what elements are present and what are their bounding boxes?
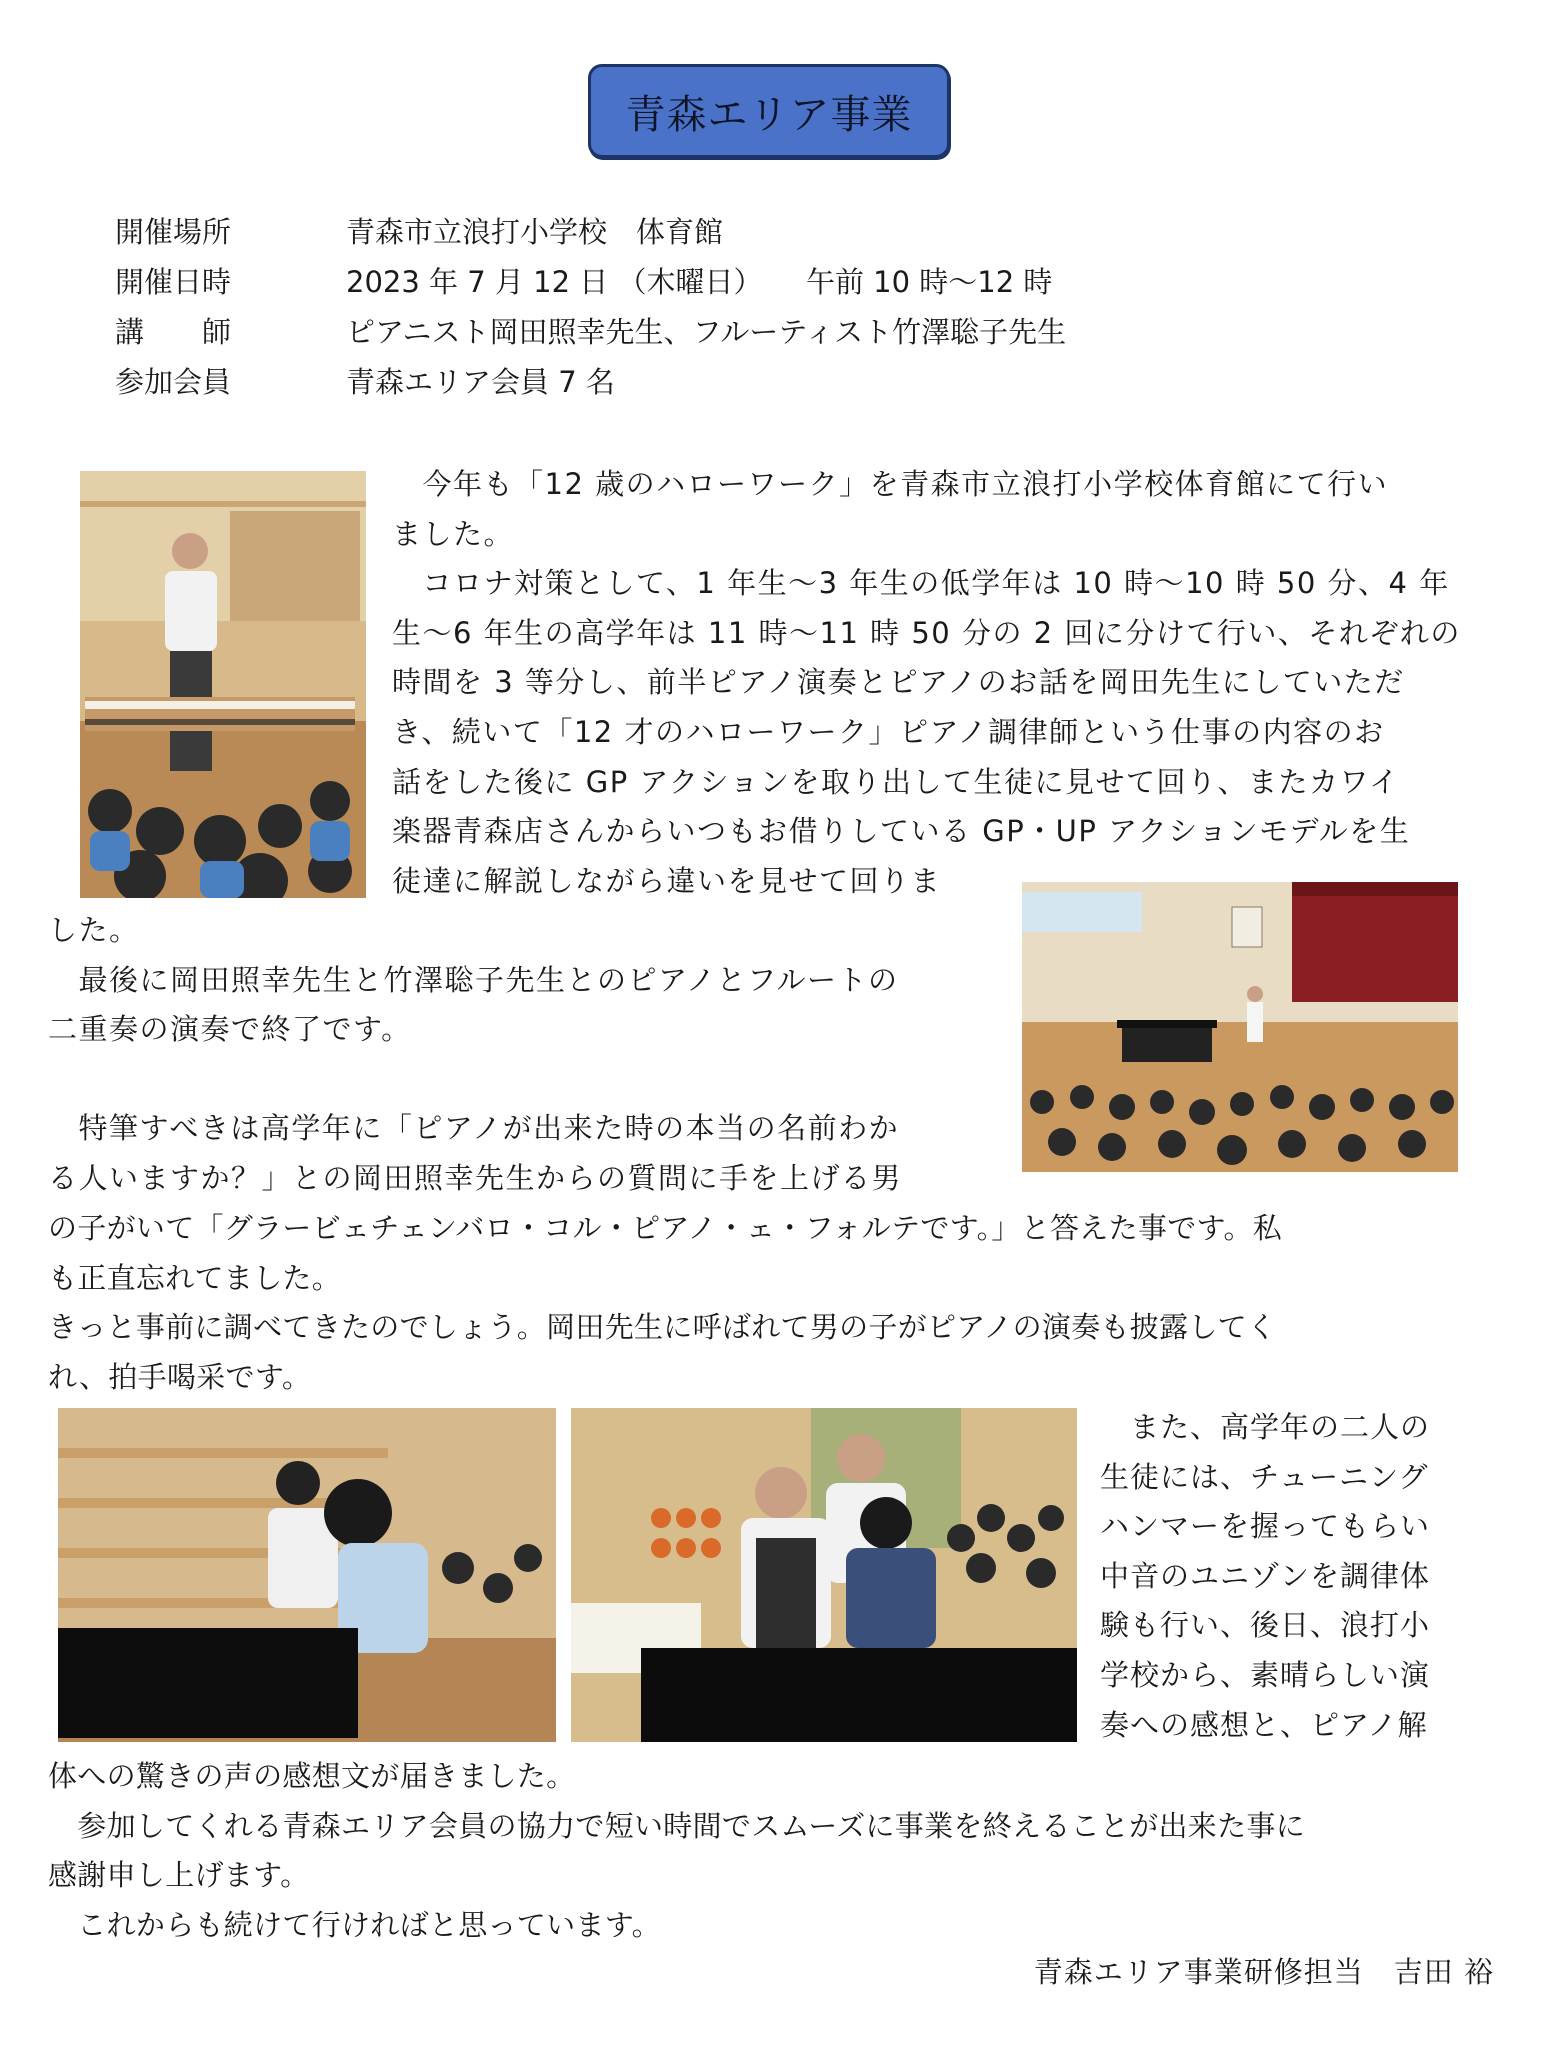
body-line: また、高学年の二人の	[1100, 1410, 1431, 1444]
body-line: 奏への感想と、ピアノ解	[1100, 1707, 1428, 1742]
body-line: 特筆すべきは高学年に「ピアノが出来た時の本当の名前わか	[48, 1111, 900, 1146]
body-block-2	[48, 906, 902, 1204]
body-line: した。	[48, 913, 140, 947]
body-line: コロナ対策として、1 年生～3 年生の低学年は 10 時～10 時 50 分、4 年	[392, 566, 1450, 601]
body-block-4	[1100, 1403, 1430, 1750]
info-label: 開催場所	[115, 215, 232, 249]
body-line: の子がいて「グラービェチェンバロ・コル・ピアノ・ェ・フォルテです。」と答えた事です。私	[48, 1211, 1283, 1245]
body-line: 感謝申し上げます。	[48, 1858, 310, 1893]
info-label: 開催日時	[115, 265, 232, 299]
info-row-date	[115, 260, 1315, 304]
info-value: 2023 年 7 月 12 日 （木曜日） 午前 10 時～12 時	[346, 265, 1053, 299]
info-row-members	[115, 360, 1315, 404]
body-line: 話をした後に GP アクションを取り出して生徒に見せて回り、またカワイ	[392, 764, 1400, 799]
body-line: 参加してくれる青森エリア会員の協力で短い時間でスムーズに事業を終えることが出来た事に	[48, 1808, 1306, 1843]
body-block-1	[392, 460, 1461, 906]
body-line: きっと事前に調べてきたのでしょう。岡田先生に呼ばれて男の子がピアノの演奏も披露してく	[48, 1310, 1277, 1345]
body-line: 楽器青森店さんからいつもお借りしている GP・UP アクションモデルを生	[392, 814, 1411, 849]
body-line: 二重奏の演奏で終了です。	[48, 1012, 412, 1047]
photo-tuner-explaining	[571, 1408, 1077, 1742]
body-line: 生徒には、チューニング	[1100, 1459, 1429, 1494]
info-label: 参加会員	[115, 365, 232, 399]
body-line: 学校から、素晴らしい演	[1100, 1657, 1431, 1692]
body-line: 験も行い、後日、浪打小	[1100, 1608, 1431, 1643]
info-value: ピアニスト岡田照幸先生、フルーティスト竹澤聡子先生	[346, 315, 1067, 349]
body-line: も正直忘れてました。	[48, 1260, 342, 1295]
info-value: 青森市立浪打小学校 体育館	[346, 215, 724, 249]
body-line: 生～6 年生の高学年は 11 時～11 時 50 分の 2 回に分けて行い、それぞれの	[392, 615, 1461, 650]
photo-gym-performance	[1022, 882, 1458, 1172]
info-row-lecturer	[115, 310, 1315, 354]
body-line: ハンマーを握ってもらい	[1100, 1509, 1431, 1544]
body-line: 体への驚きの声の感想文が届きました。	[48, 1759, 576, 1793]
body-line: 時間を 3 等分し、前半ピアノ演奏とピアノのお話を岡田先生にしていただ	[392, 665, 1405, 700]
body-line: る人いますか？」との岡田照幸先生からの質問に手を上げる男	[48, 1160, 903, 1195]
info-label: 講 師	[115, 315, 232, 349]
body-line: き、続いて「12 才のハローワーク」ピアノ調律師という仕事の内容のお	[392, 714, 1385, 749]
body-line: 徒達に解説しながら違いを見せて回りま	[392, 863, 942, 898]
signature: 青森エリア事業研修担当 吉田 裕	[1033, 1955, 1494, 1989]
body-block-5	[48, 1752, 1305, 1950]
photo-piano-action-demo	[80, 471, 366, 898]
body-line	[48, 1055, 902, 1105]
photo-student-at-piano	[58, 1408, 556, 1742]
title-box	[588, 64, 950, 158]
body-line: 中音のユニゾンを調律体	[1100, 1558, 1431, 1593]
body-line: 最後に岡田照幸先生と竹澤聡子先生とのピアノとフルートの	[48, 962, 899, 997]
body-line: ました。	[392, 516, 515, 551]
page-title: 青森エリア事業	[625, 91, 913, 138]
info-value: 青森エリア会員 7 名	[346, 365, 615, 399]
body-line: 今年も「12 歳のハローワーク」を青森市立浪打小学校体育館にて行い	[392, 467, 1389, 501]
body-line: これからも続けて行ければと思っています。	[48, 1907, 661, 1942]
body-line: れ、拍手喝采です。	[48, 1359, 312, 1394]
body-block-3	[48, 1204, 1282, 1402]
info-row-venue	[115, 210, 1315, 254]
